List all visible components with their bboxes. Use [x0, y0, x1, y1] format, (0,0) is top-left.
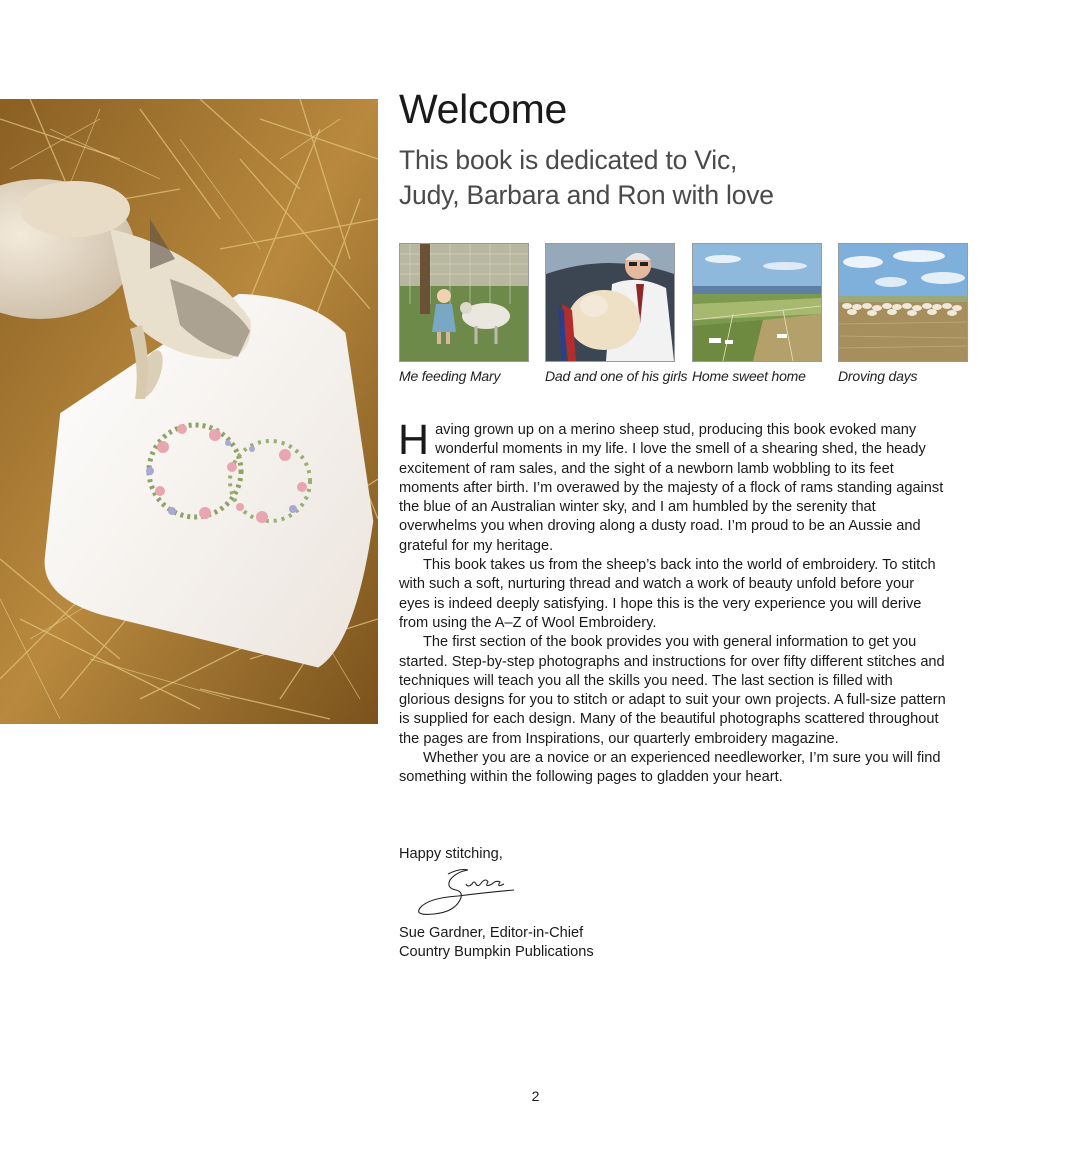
signer-name: Sue Gardner, Editor-in-Chief: [399, 925, 584, 941]
dedication-line-2: Judy, Barbara and Ron with love: [399, 180, 774, 210]
page-number: 2: [531, 1088, 540, 1104]
paragraph-1: [398, 416, 947, 556]
girl-with-lamb-photo-icon: [400, 244, 528, 361]
photo-home-sweet-home: [692, 243, 822, 362]
lamb-blanket-illustration: [0, 99, 378, 724]
farmland-aerial-photo-icon: [693, 244, 821, 361]
dedication: [399, 143, 839, 213]
page-title: Welcome: [399, 86, 568, 132]
photo-caption-1: Me feeding Mary: [399, 368, 501, 384]
signoff-greeting: Happy stitching,: [399, 846, 503, 862]
signer-block: [399, 924, 594, 963]
man-with-ram-photo-icon: [546, 244, 674, 361]
paragraph-1-text: aving grown up on a merino sheep stud, producing this book evoked many wonderful moments in my life. I love the smell of a shearing shed, the heady excitement of ram sales, and the sight of a newborn lamb wobbling to its feet moments after birth. I’m overawed by the majesty of a flock of rams standing against the blue of an Australian winter sky, and I am humbled by the serenity that overwhelms you when droving along a dusty road. I’m proud to be an Aussie and grateful for my heritage.: [399, 422, 944, 554]
paragraph-3: The first section of the book provides you with general information to get you started. Step-by-step photographs and instructions for over fifty different stitches and techniques will teach you all the skills you need. The last section is filled with glorious designs for you to stitch or adapt to suit your own projects. A full-size pattern is supplied for each design. Many of the beautiful photographs scattered throughout the pages are from Inspirations, our quarterly embroidery magazine.: [399, 634, 946, 747]
hero-photo-lamb-on-blanket: [0, 99, 378, 724]
paragraph-2: This book takes us from the sheep’s back into the world of embroidery. To stitch with such a soft, nurturing thread and watch a work of beauty unfold before your eyes is indeed deeply satisfying. I hope this is the very experience you will derive from using the A–Z of Wool Embroidery.: [399, 557, 936, 631]
handwritten-signature: [412, 866, 522, 925]
photo-me-feeding-mary: [399, 243, 529, 362]
dedication-line-1: This book is dedicated to Vic,: [399, 145, 738, 175]
paragraph-4: Whether you are a novice or an experienced needleworker, I’m sure you will find something within the following pages to gladden your heart.: [399, 750, 941, 786]
photo-caption-3: Home sweet home: [692, 368, 806, 384]
photo-droving-days: [838, 243, 968, 362]
sheep-flock-photo-icon: [839, 244, 967, 361]
photo-caption-2: Dad and one of his girls: [545, 368, 688, 384]
photo-dad-and-ram: [545, 243, 675, 362]
signer-organisation: Country Bumpkin Publications: [399, 944, 594, 961]
photo-caption-4: Droving days: [838, 368, 918, 384]
welcome-letter-body: [398, 416, 947, 788]
signature-sue-icon: [412, 866, 522, 920]
drop-cap: H: [398, 416, 430, 464]
